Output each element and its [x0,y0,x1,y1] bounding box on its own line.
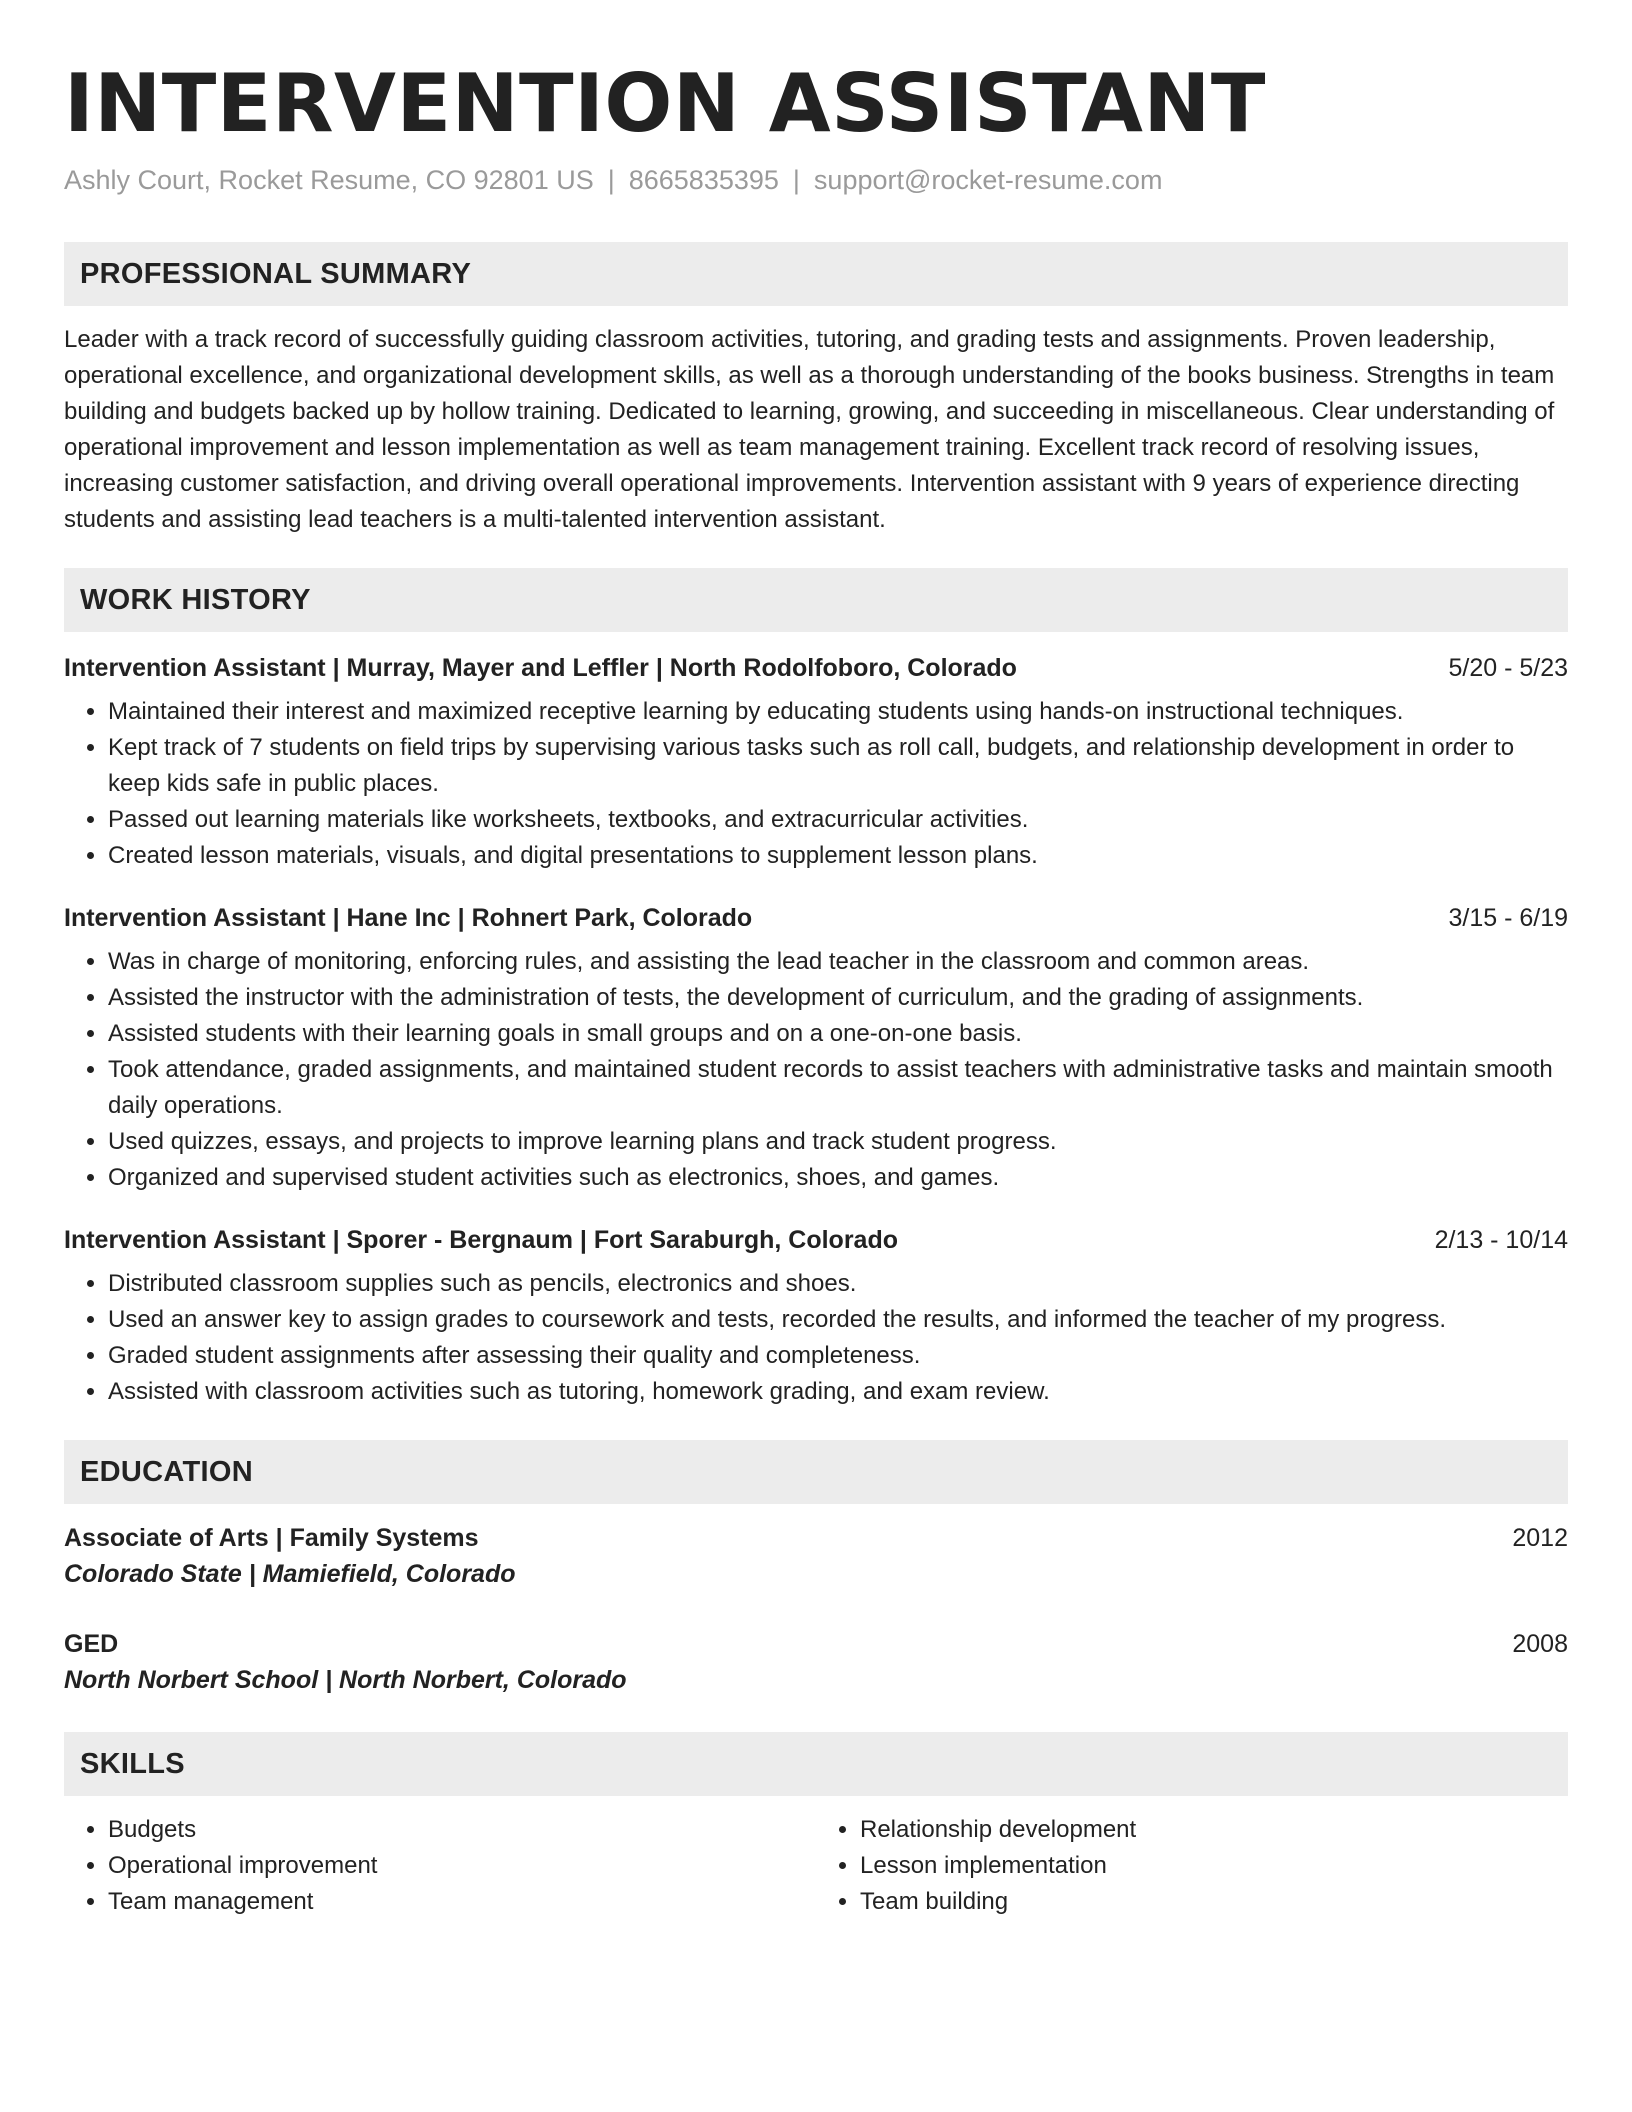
education-header [64,1520,1568,1556]
education-degree: Associate of Arts | Family Systems [64,1524,479,1552]
skill-item: • Team building [860,1884,1568,1920]
education-year: 2012 [1512,1524,1568,1552]
section-header-work-history [64,568,1568,632]
section-header-education [64,1440,1568,1504]
contact-email: support@rocket-resume.com [813,165,1163,195]
job-bullet: • Maintained their interest and maximized receptive learning by educating students using hands-on instructional techniques. [108,694,1568,730]
job-bullets [64,1266,1568,1410]
job-dates: 5/20 - 5/23 [1448,654,1568,682]
candidate-name: INTERVENTION ASSISTANT [64,57,1266,150]
education-school: North Norbert School | North Norbert, Colorado [64,1666,627,1694]
job-title: Intervention Assistant | Hane Inc | Rohnert Park, Colorado [64,904,753,932]
job-bullet: • Took attendance, graded assignments, and maintained student records to assist teachers with administrative tasks and maintain smooth daily operations. [108,1052,1568,1124]
skill-item: • Budgets [108,1812,816,1848]
job-bullet: • Organized and supervised student activities such as electronics, shoes, and games. [108,1160,1568,1196]
job-bullet: • Used quizzes, essays, and projects to improve learning plans and track student progress. [108,1124,1568,1160]
job-dates: 2/13 - 10/14 [1434,1226,1568,1254]
skill-item: • Team management [108,1884,816,1920]
job-bullet: • Was in charge of monitoring, enforcing rules, and assisting the lead teacher in the classroom and common areas. [108,944,1568,980]
section-title: PROFESSIONAL SUMMARY [80,257,472,290]
job-dates: 3/15 - 6/19 [1448,904,1568,932]
section-title: EDUCATION [80,1455,253,1488]
section-header-skills [64,1732,1568,1796]
job-header [64,900,1568,936]
job-bullet: • Kept track of 7 students on field trips by supervising various tasks such as roll call, budgets, and relationship development in order to keep kids safe in public places. [108,730,1568,802]
education-entry [64,1626,1568,1698]
section-title: SKILLS [80,1747,185,1780]
job-bullets [64,694,1568,874]
job-entry [64,1222,1568,1410]
job-bullet: • Distributed classroom supplies such as pencils, electronics and shoes. [108,1266,1568,1302]
section-header-summary [64,242,1568,306]
job-bullet: • Assisted students with their learning goals in small groups and on a one-on-one basis. [108,1016,1568,1052]
job-bullet: • Used an answer key to assign grades to coursework and tests, recorded the results, and informed the teacher of my progress. [108,1302,1568,1338]
skill-item: • Relationship development [860,1812,1568,1848]
skill-item: • Lesson implementation [860,1848,1568,1884]
job-bullet: • Created lesson materials, visuals, and digital presentations to supplement lesson plans. [108,838,1568,874]
skill-item: • Operational improvement [108,1848,816,1884]
section-title: WORK HISTORY [80,583,311,616]
job-bullet: • Assisted the instructor with the administration of tests, the development of curriculum, and the grading of assignments. [108,980,1568,1016]
job-entry [64,650,1568,874]
contact-line [64,162,1568,198]
job-bullet: • Assisted with classroom activities such as tutoring, homework grading, and exam review. [108,1374,1568,1410]
education-degree: GED [64,1630,119,1658]
job-bullets [64,944,1568,1196]
skills-column-right [816,1812,1568,1920]
job-header [64,650,1568,686]
job-bullet: • Passed out learning materials like worksheets, textbooks, and extracurricular activities. [108,802,1568,838]
job-title: Intervention Assistant | Murray, Mayer and Leffler | North Rodolfoboro, Colorado [64,654,1017,682]
contact-phone: 8665835395 [628,165,779,195]
job-header [64,1222,1568,1258]
job-bullet: • Graded student assignments after assessing their quality and completeness. [108,1338,1568,1374]
education-year: 2008 [1512,1630,1568,1658]
education-entry [64,1520,1568,1592]
skills-list [64,1812,1568,1920]
job-entry [64,900,1568,1196]
education-header [64,1626,1568,1662]
education-school: Colorado State | Mamiefield, Colorado [64,1560,516,1588]
job-title: Intervention Assistant | Sporer - Bergnaum | Fort Saraburgh, Colorado [64,1226,898,1254]
summary-text: Leader with a track record of successfully guiding classroom activities, tutoring, and grading tests and assignments. Proven leadership, operational excellence, and organizational development skills, as well as a thorough understanding of the books business. Strengths in team building and budgets backed up by hollow training. Dedicated to learning, growing, and succeeding in miscellaneous. Clear understanding of operational improvement and lesson implementation as well as team management training. Excellent track record of resolving issues, increasing customer satisfaction, and driving overall operational improvements. Intervention assistant with 9 years of experience directing students and assisting lead teachers is a multi-talented intervention assistant. [64,326,1555,533]
contact-address: Ashly Court, Rocket Resume, CO 92801 US [64,165,594,195]
skills-column-left [64,1812,816,1920]
contact-separator: | [607,165,615,195]
contact-separator: | [792,165,800,195]
